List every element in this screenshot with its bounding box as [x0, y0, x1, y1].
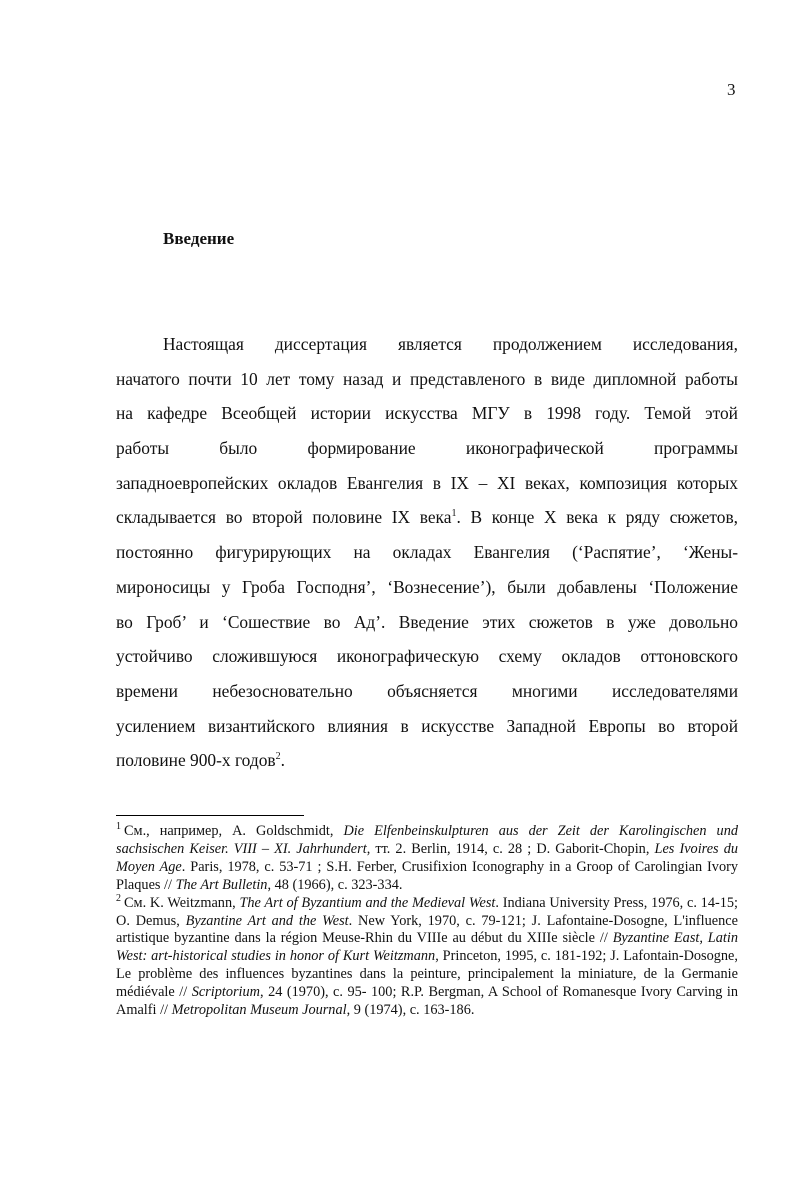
footnote-run: См., например, A. Goldschmidt,	[124, 823, 344, 839]
footnote-title: The Art Bulletin	[175, 876, 268, 893]
footnote-title: Metropolitan Museum Journal	[171, 1002, 347, 1019]
footnotes	[116, 823, 738, 1020]
footnote-2	[116, 892, 739, 1020]
body-line: усилением византийского влияния в искусстве Западной Европы во второй	[116, 715, 738, 736]
body-line	[116, 500, 738, 535]
footnote-run: . Paris, 1978, с. 53-71 ; S.H. Ferber, Crusifixion Iconography in a Groop of Carolingian Ivory Plaques //	[116, 858, 738, 893]
body-line: во Гроб’ и ‘Сошествие во Ад’. Введение этих сюжетов в уже довольно	[116, 611, 738, 632]
footnote-text	[116, 823, 738, 895]
footnote-title: Byzantine East, Latin West: art-historical studies in honor of Kurt Weitzmann	[116, 930, 738, 965]
body-line: начатого почти 10 лет тому назад и представленого в виде дипломной работы	[116, 368, 738, 389]
footnote-ref: 1	[451, 508, 457, 520]
footnote-run: , тт. 2. Berlin, 1914, с. 28 ; D. Gaborit-Chopin,	[366, 840, 655, 857]
body-line: мироносицы у Гроба Господня’, ‘Вознесение’), были добавлены ‘Положение	[116, 576, 738, 597]
footnote-run: , Princeton, 1995, с. 181-192; J. Lafontain-Dosogne, Le problème des influences byzantines dans la peinture, principalement la miniature, de la Germanie médiévale //	[116, 948, 738, 1001]
footnote-divider	[116, 815, 304, 816]
footnote-mark: 2	[116, 892, 121, 904]
body-line: Настоящая диссертация является продолжением исследования,	[163, 334, 738, 354]
body-line-text: .	[280, 750, 285, 771]
footnote-run: . New York, 1970, с. 79-121; J. Lafontaine-Dosogne, L'influence artistique byzantine dans la région Meuse-Rhin du VIIIe au début du XIIIe siècle //	[116, 912, 738, 947]
page-number: 3	[727, 80, 736, 99]
footnote-run: См. K. Weitzmann,	[124, 894, 240, 911]
body-line	[116, 743, 738, 778]
body-line-text: . В конце X века к ряду сюжетов,	[456, 507, 738, 528]
body-line-text: складывается во второй половине IX века	[116, 507, 452, 528]
body-line: западноевропейских окладов Евангелия в IX – XI веках, композиция которых	[116, 472, 738, 493]
footnote-run: , 48 (1966), с. 323-334.	[267, 876, 403, 893]
footnote-run: . Indiana University Press, 1976, с. 14-15; O. Demus,	[116, 894, 739, 929]
footnote-title: Les Ivoires du Moyen Age	[116, 840, 738, 875]
footnote-1	[116, 823, 738, 895]
body-line: на кафедре Всеобщей истории искусства МГУ в 1998 году. Темой этой	[116, 403, 738, 424]
footnote-title: Byzantine Art and the West	[185, 912, 349, 929]
footnote-ref: 2	[275, 751, 281, 763]
footnote-mark: 1	[116, 821, 121, 833]
body-text	[116, 327, 738, 778]
footnote-title: Die Elfenbeinskulpturen aus der Zeit der Karolingischen und sachsischen Keiser. VIII – XI. Jahrhundert	[116, 823, 738, 857]
footnote-title: Scriptorium	[191, 984, 260, 1001]
footnote-run: , 9 (1974), с. 163-186.	[346, 1002, 475, 1019]
body-line: работы было формирование иконографической программы	[116, 438, 738, 459]
body-line: постоянно фигурирующих на окладах Евангелия (‘Распятие’, ‘Жены-	[116, 542, 738, 563]
footnote-run: , 24 (1970), с. 95- 100; R.P. Bergman, A School of Romanesque Ivory Carving in Amalfi //	[116, 984, 739, 1019]
body-line-text: половине 900-х годов	[116, 750, 276, 771]
body-line: времени небезосновательно объясняется многими исследователями	[116, 680, 738, 701]
footnote-text	[116, 892, 739, 1020]
section-heading: Введение	[163, 229, 235, 248]
footnote-title: The Art of Byzantium and the Medieval West	[239, 894, 496, 911]
body-line: устойчиво сложившуюся иконографическую схему окладов оттоновского	[116, 646, 738, 667]
